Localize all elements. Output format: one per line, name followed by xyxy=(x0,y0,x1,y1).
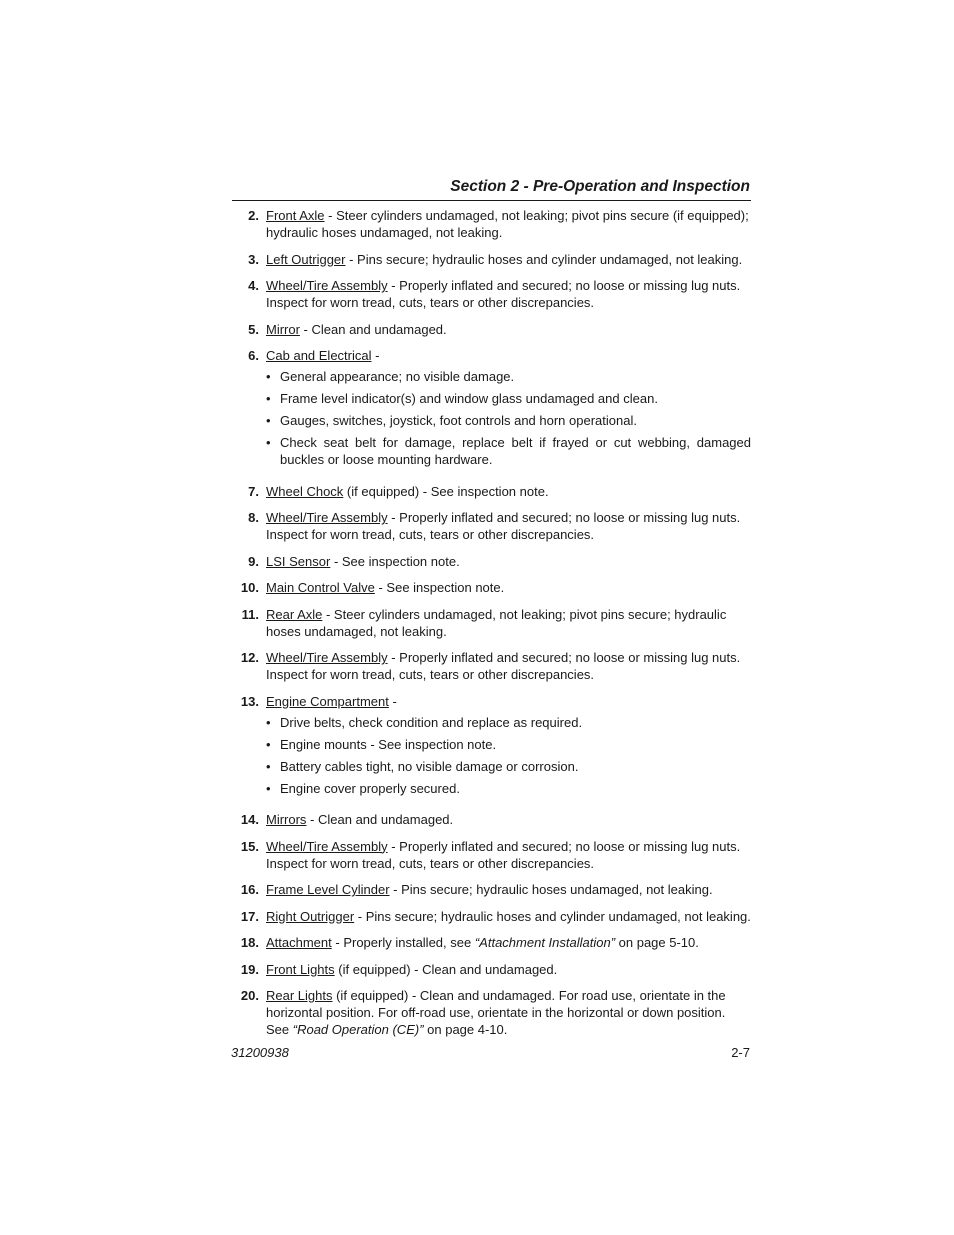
component-name: Front Lights xyxy=(266,961,335,977)
list-item xyxy=(230,509,751,543)
component-name: Cab and Electrical xyxy=(266,348,372,363)
item-text xyxy=(266,483,751,500)
item-description: - Properly installed, see xyxy=(331,935,475,950)
bullet-list xyxy=(266,368,751,468)
component-name: Attachment xyxy=(266,935,332,950)
bullet-text: Frame level indicator(s) and window glass undamaged and clean. xyxy=(280,391,658,406)
item-text xyxy=(266,908,751,925)
item-number: 5. xyxy=(248,321,259,337)
item-number: 12. xyxy=(240,650,259,665)
component-name: Engine Compartment xyxy=(266,693,389,709)
item-number: 8. xyxy=(248,510,259,525)
item-text xyxy=(266,811,751,828)
component-name: Main Control Valve xyxy=(266,580,375,595)
item-text xyxy=(266,838,751,872)
item-number: 17. xyxy=(240,908,259,924)
bullet-item xyxy=(266,758,751,775)
bullet-item xyxy=(266,736,751,753)
bullet-icon: • xyxy=(266,758,271,774)
item-text xyxy=(266,881,751,898)
bullet-item xyxy=(266,390,751,407)
list-item xyxy=(230,881,751,898)
bullet-text: Engine cover properly secured. xyxy=(280,780,460,796)
component-name: Frame Level Cylinder xyxy=(266,882,390,897)
item-text xyxy=(266,649,751,683)
list-item xyxy=(230,579,751,596)
list-item xyxy=(230,693,751,802)
component-name: Mirrors xyxy=(266,812,307,827)
bullet-item xyxy=(266,412,751,429)
item-text xyxy=(266,961,751,978)
item-description: - Steer cylinders undamaged, not leaking; pivot pins secure (if equipped); hydraulic hoses undamaged, not leaking. xyxy=(266,208,749,240)
component-name: LSI Sensor xyxy=(266,553,331,569)
item-description: - See inspection note. xyxy=(330,553,460,569)
item-description: - Steer cylinders undamaged, not leaking; pivot pins secure; hydraulic hoses undamaged, not leaking. xyxy=(266,606,727,639)
page-reference: on page 4-10. xyxy=(423,1022,508,1037)
item-number: 6. xyxy=(248,348,259,363)
bullet-item xyxy=(266,714,751,731)
bullet-text: Check seat belt for damage, replace belt if frayed or cut webbing, damaged buckles or loose mounting hardware. xyxy=(280,435,751,467)
item-number: 19. xyxy=(240,961,259,977)
document-number: 31200938 xyxy=(231,1045,289,1060)
component-name: Wheel/Tire Assembly xyxy=(266,510,388,525)
page-number: 2-7 xyxy=(731,1045,750,1060)
component-name: Rear Axle xyxy=(266,606,323,622)
item-text xyxy=(266,321,751,338)
item-text xyxy=(266,251,751,268)
component-name: Wheel/Tire Assembly xyxy=(266,838,388,854)
item-text xyxy=(266,606,751,640)
inspection-list xyxy=(230,207,751,1048)
bullet-icon: • xyxy=(266,736,271,752)
list-item xyxy=(230,321,751,338)
component-name: Mirror xyxy=(266,321,300,337)
item-number: 11. xyxy=(241,606,259,622)
item-description: - Properly inflated and secured; no loose or missing lug nuts. Inspect for worn tread, cuts, tears or other discrepancies. xyxy=(266,838,741,871)
bullet-item xyxy=(266,434,751,468)
item-text xyxy=(266,693,751,710)
component-name: Front Axle xyxy=(266,208,325,223)
item-description: - Properly inflated and secured; no loose or missing lug nuts. Inspect for worn tread, cuts, tears or other discrepancies. xyxy=(266,510,741,542)
bullet-icon: • xyxy=(266,391,271,406)
item-text xyxy=(266,987,751,1038)
item-description: - Clean and undamaged. xyxy=(299,321,447,337)
item-description: - See inspection note. xyxy=(374,580,505,595)
item-number: 16. xyxy=(240,882,259,897)
list-item xyxy=(230,483,751,500)
component-name: Wheel Chock xyxy=(266,483,344,499)
list-item xyxy=(230,649,751,683)
list-item xyxy=(230,811,751,828)
cross-reference-link[interactable]: “Attachment Installation” xyxy=(474,935,616,950)
item-text xyxy=(266,934,751,951)
item-description: - Clean and undamaged. xyxy=(306,812,454,827)
item-number: 14. xyxy=(240,812,259,827)
item-number: 4. xyxy=(248,278,259,293)
list-item xyxy=(230,553,751,570)
bullet-item xyxy=(266,780,751,797)
item-text xyxy=(266,579,751,596)
item-text xyxy=(266,277,751,311)
component-name: Wheel/Tire Assembly xyxy=(266,278,388,293)
item-description: - Pins secure; hydraulic hoses and cylinder undamaged, not leaking. xyxy=(345,251,743,267)
item-number: 2. xyxy=(248,208,259,223)
item-description: - Pins secure; hydraulic hoses and cylinder undamaged, not leaking. xyxy=(354,908,751,924)
item-description: - Properly inflated and secured; no loose or missing lug nuts. Inspect for worn tread, cuts, tears or other discrepancies. xyxy=(266,650,741,682)
item-description: - xyxy=(371,348,380,363)
item-number: 9. xyxy=(248,553,259,569)
component-name: Wheel/Tire Assembly xyxy=(266,650,388,665)
bullet-text: Gauges, switches, joystick, foot controls and horn operational. xyxy=(280,413,637,428)
item-text xyxy=(266,553,751,570)
bullet-text: Engine mounts - See inspection note. xyxy=(280,736,497,752)
item-text xyxy=(266,509,751,543)
list-item xyxy=(230,987,751,1038)
bullet-icon: • xyxy=(266,413,271,428)
bullet-icon: • xyxy=(266,435,271,450)
item-description: - Pins secure; hydraulic hoses undamaged, not leaking. xyxy=(389,882,713,897)
bullet-list xyxy=(266,714,751,797)
list-item xyxy=(230,606,751,640)
bullet-item xyxy=(266,368,751,385)
item-description: - Properly inflated and secured; no loose or missing lug nuts. Inspect for worn tread, cuts, tears or other discrepancies. xyxy=(266,278,741,310)
item-number: 20. xyxy=(240,988,259,1003)
header-rule xyxy=(232,200,751,201)
list-item xyxy=(230,908,751,925)
item-number: 15. xyxy=(240,838,259,854)
item-text xyxy=(266,347,751,364)
section-title: Section 2 - Pre-Operation and Inspection xyxy=(450,178,750,195)
list-item xyxy=(230,207,751,241)
cross-reference-link[interactable]: “Road Operation (CE)” xyxy=(292,1022,424,1037)
bullet-icon: • xyxy=(266,369,271,384)
bullet-text: General appearance; no visible damage. xyxy=(280,369,515,384)
list-item xyxy=(230,251,751,268)
item-description: (if equipped) - See inspection note. xyxy=(343,483,549,499)
page-reference: on page 5-10. xyxy=(615,935,699,950)
list-item xyxy=(230,277,751,311)
item-number: 18. xyxy=(240,935,259,950)
list-item xyxy=(230,961,751,978)
list-item xyxy=(230,838,751,872)
list-item xyxy=(230,347,751,473)
bullet-text: Battery cables tight, no visible damage or corrosion. xyxy=(280,758,579,774)
item-number: 10. xyxy=(240,580,259,595)
bullet-text: Drive belts, check condition and replace as required. xyxy=(280,714,583,730)
item-text xyxy=(266,207,751,241)
bullet-icon: • xyxy=(266,780,271,796)
item-description: (if equipped) - Clean and undamaged. xyxy=(334,961,558,977)
item-description: - xyxy=(388,693,397,709)
item-description: (if equipped) - Clean and undamaged. For road use, orientate in the horizontal position. For off-road use, orientate in the horizontal or down position. See xyxy=(266,988,726,1037)
bullet-icon: • xyxy=(266,714,271,730)
item-number: 7. xyxy=(248,483,259,499)
item-number: 13. xyxy=(240,693,259,709)
component-name: Left Outrigger xyxy=(266,251,346,267)
item-number: 3. xyxy=(248,251,259,267)
component-name: Rear Lights xyxy=(266,988,333,1003)
list-item xyxy=(230,934,751,951)
component-name: Right Outrigger xyxy=(266,908,355,924)
